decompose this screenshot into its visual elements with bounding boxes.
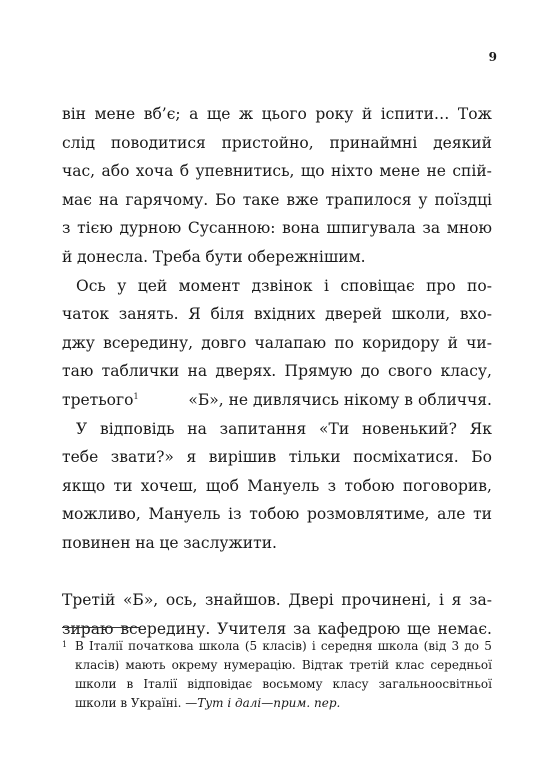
footnote-line — [62, 694, 492, 713]
text-line: чаток занять. Я біля вхідних дверей школи, вхо- — [62, 305, 492, 324]
text-line: він мене вб’є; а ще ж цього року й іспити… Тож — [62, 105, 492, 123]
text-line — [62, 386, 492, 415]
footnote-line: класів) мають окрему нумерацію. Відтак третій клас середньої — [75, 658, 492, 672]
footnote — [62, 637, 492, 713]
footnote-line: школи в Італії відповідає восьмому класу загальноосвітньої — [75, 677, 492, 691]
paragraph-2 — [62, 272, 492, 415]
text-line: можливо, Мануель із тобою розмовлятиме, але ти — [62, 505, 492, 524]
text-line: зираю всередину. Учителя за кафедрою ще немає. — [62, 619, 492, 638]
paragraph-1 — [62, 100, 492, 272]
footnote-mark: 1 — [62, 640, 68, 649]
text-line: має на гарячому. Бо таке вже трапилося у поїздці — [62, 190, 492, 209]
text-line: таю таблички на дверях. Прямую до свого класу, — [62, 362, 492, 381]
text-line: слід поводитися пристойно, принаймні деякий — [62, 133, 492, 152]
text-line: й донесла. Треба бути обережнішим. — [62, 247, 366, 266]
text-line: джу всередину, довго чалапаю по коридору й чи- — [62, 333, 492, 352]
text-line: повинен на це заслужити. — [62, 533, 277, 552]
paragraph-3 — [62, 415, 492, 558]
footnote-italic: Тут і далі — [197, 696, 262, 710]
text-line: якщо ти хочеш, щоб Мануель з тобою поговорив, — [62, 476, 492, 495]
footnote-text: школи в Україні. — — [75, 696, 198, 710]
paragraph-4 — [62, 586, 492, 643]
section-break — [62, 558, 492, 587]
body-text — [62, 100, 492, 643]
text-line: У відповідь на запитання «Ти новенький? Як — [76, 419, 492, 438]
footnote-italic: прим. пер. — [273, 696, 341, 710]
text-line: Третій «Б», ось, знайшов. Двері прочинені, і я за- — [62, 591, 492, 610]
page-number: 9 — [488, 50, 497, 64]
text-line: Ось у цей момент дзвінок і сповіщає про по- — [76, 276, 492, 295]
text-line: час, або хоча б упевнитись, що ніхто мене не спій- — [62, 162, 492, 181]
text-fragment: «Б», не дивлячись нікому в обличчя. — [188, 390, 492, 409]
text-line: тебе звати?» я вирішив тільки посміхатися. Бо — [62, 448, 492, 467]
footnote-line: В Італії початкова школа (5 класів) і середня школа (від 3 до 5 — [75, 639, 492, 653]
footnote-reference: 1 — [133, 391, 139, 401]
text-line: з тією дурною Сусанною: вона шпигувала за мною — [62, 219, 492, 238]
text-fragment: третього — [62, 390, 134, 409]
footnote-divider — [62, 627, 140, 628]
footnote-dash: — — [261, 696, 274, 710]
